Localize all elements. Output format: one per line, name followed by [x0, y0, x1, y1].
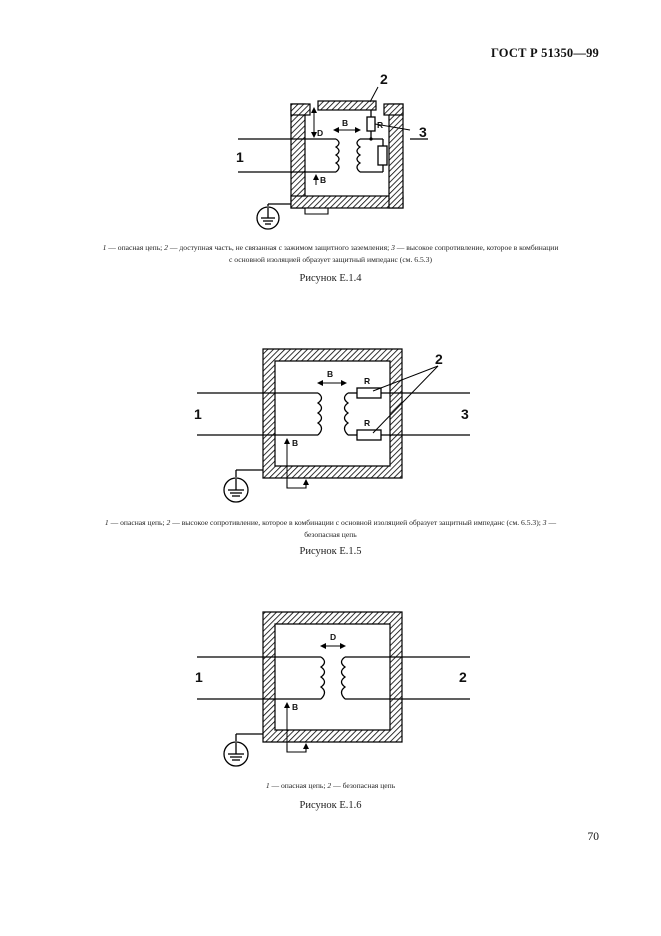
caption-text: — безопасная цепь — [331, 781, 396, 790]
standard-header: ГОСТ Р 51350—99 — [490, 46, 599, 60]
fig4-label-b-bottom: B — [320, 175, 327, 185]
fig6-title: Рисунок E.1.6 — [299, 800, 362, 811]
fig5-label-safe: 3 — [461, 406, 469, 422]
fig4-label-accessible-part: 2 — [380, 71, 388, 87]
caption-text: — высокое сопротивление, которое в комбинации с основной изоляцией образует защитный импеданс (см. 6.5.3); — [170, 518, 543, 527]
fig5-label-b-top: B — [327, 369, 334, 379]
fig6-label-d: D — [330, 632, 337, 642]
caption-num: 3 — [391, 243, 395, 252]
caption-num: 1 — [104, 518, 109, 527]
fig4-label-resistor: 3 — [419, 124, 427, 140]
fig4-label-r: R — [377, 120, 384, 130]
fig5-label-resistors: 2 — [435, 351, 443, 367]
fig6-caption — [100, 780, 561, 792]
caption-num: 1 — [265, 781, 270, 790]
fig5-label-hazardous: 1 — [194, 406, 202, 422]
caption-text: — высокое сопротивление, которое в комбинации с основной изоляцией образует защитный импеданс (см. 6.5.3) — [228, 243, 559, 264]
page-number: 70 — [587, 831, 599, 843]
caption-num: 2 — [164, 243, 168, 252]
caption-num: 3 — [542, 518, 547, 527]
fig4-label-d: D — [317, 128, 324, 138]
caption-text: — безопасная цепь — [304, 518, 557, 539]
fig6-label-safe: 2 — [459, 669, 467, 685]
caption-text: — опасная цепь; — [106, 243, 165, 252]
figure-e15-diagram — [194, 349, 470, 502]
caption-text: — опасная цепь; — [108, 518, 167, 527]
caption-num: 2 — [327, 781, 332, 790]
caption-num: 1 — [102, 243, 107, 252]
fig6-label-hazardous: 1 — [195, 669, 203, 685]
fig4-label-b-top: B — [342, 118, 349, 128]
fig5-label-r1: R — [364, 376, 371, 386]
fig6-label-b-bottom: B — [292, 702, 299, 712]
fig4-caption — [100, 242, 561, 266]
figure-e14-diagram — [236, 71, 428, 229]
fig5-caption — [100, 517, 561, 541]
caption-text: — доступная часть, не связанная с зажимом защитного заземления; — [167, 243, 392, 252]
figure-e16-diagram — [195, 612, 470, 766]
fig5-label-b-bottom: B — [292, 438, 299, 448]
fig5-label-r2: R — [364, 418, 371, 428]
fig4-title: Рисунок E.1.4 — [299, 273, 362, 284]
fig4-label-circuit: 1 — [236, 149, 244, 165]
fig5-title: Рисунок E.1.5 — [299, 546, 362, 557]
caption-text: — опасная цепь; — [269, 781, 328, 790]
caption-num: 2 — [166, 518, 171, 527]
